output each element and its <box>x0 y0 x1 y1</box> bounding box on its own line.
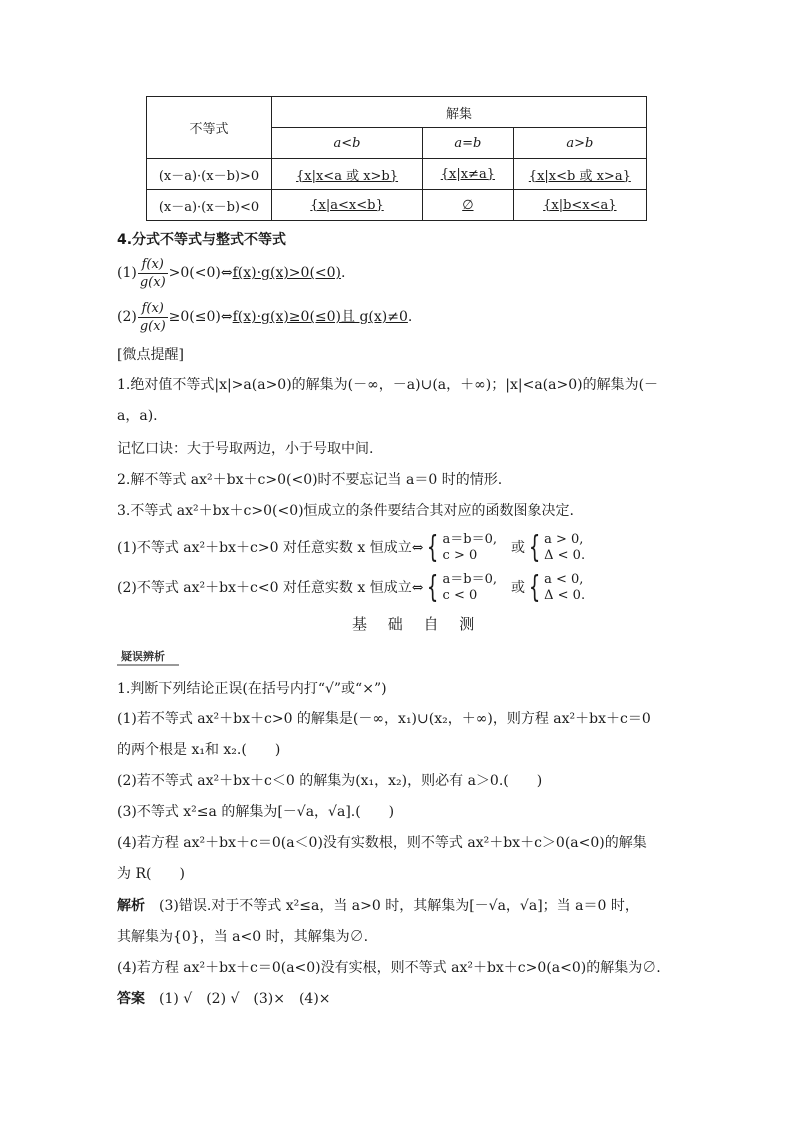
condition-1: (1)不等式 ax²＋bx＋c>0 对任意实数 x 恒成立⇔ { a＝b＝0, c > 0 或 { a > 0, Δ < 0. <box>117 530 586 565</box>
tips-title: [微点提醒] <box>117 347 184 363</box>
fraction: $\frac{f(x)}{g(x)}$ <box>139 256 166 290</box>
fraction-item-2: (2) $\frac{f(x)}{g(x)}$ ≥0(≤0)⇔f(x)·g(x)≥0(≤0)且 g(x)≠0. <box>117 300 413 334</box>
condition-2: (2)不等式 ax²＋bx＋c<0 对任意实数 x 恒成立⇔ { a＝b＝0, c < 0 或 { a < 0, Δ < 0. <box>117 570 586 605</box>
mnemonic: 记忆口诀：大于号取两边，小于号取中间. <box>117 441 374 457</box>
self-test-title: 基 础 自 测 <box>352 615 483 633</box>
question-1: 1.判断下列结论正误(在括号内打“√”或“×”) <box>117 681 387 697</box>
question-1-2: (2)若不等式 ax²＋bx＋c＜0 的解集为(x₁，x₂)，则必有 a＞0.( ) <box>117 773 543 789</box>
table-cell: {x|b<x<a} <box>513 190 646 221</box>
table-header-solution-set: 解集 <box>271 97 646 128</box>
tip-1-line-2: a，a). <box>117 408 158 424</box>
table-row <box>147 159 647 190</box>
tip-3: 3.不等式 ax²＋bx＋c>0(<0)恒成立的条件要结合其对应的函数图象决定. <box>117 503 575 519</box>
system-2: a > 0, Δ < 0. <box>544 532 586 563</box>
system-1: a＝b＝0, c < 0 <box>442 572 498 603</box>
answer-values: (1) √ (2) √ (3)× (4)× <box>159 991 331 1007</box>
table-row-inequality: (x－a)·(x－b)>0 <box>147 159 272 190</box>
solution-set-table <box>146 96 647 221</box>
question-1-4-line-2: 为 R( ) <box>117 866 185 882</box>
left-brace: { <box>528 570 541 605</box>
left-brace: { <box>528 530 541 565</box>
section-tag: 疑误辨析 <box>117 649 179 666</box>
answer-line <box>117 992 331 1006</box>
table-cell: ∅ <box>423 190 514 221</box>
table-cell: {x|a<x<b} <box>271 190 422 221</box>
left-brace: { <box>427 570 439 605</box>
table-header-inequality: 不等式 <box>147 97 272 159</box>
system-1: a＝b＝0, c > 0 <box>442 532 498 563</box>
question-1-1-line-1: (1)若不等式 ax²＋bx＋c>0 的解集是(－∞，x₁)∪(x₂，＋∞)，则方程 ax²＋bx＋c＝0 <box>117 711 651 727</box>
table-cell: {x|x<a 或 x>b} <box>271 159 422 190</box>
tip-2: 2.解不等式 ax²＋bx＋c>0(<0)时不要忘记当 a＝0 时的情形. <box>117 472 503 488</box>
section-4-title: 4.分式不等式与整式不等式 <box>117 232 287 248</box>
question-1-1-line-2: 的两个根是 x₁和 x₂.( ) <box>117 742 281 758</box>
system-2: a < 0, Δ < 0. <box>544 572 586 603</box>
table-case-a-gt-b: a>b <box>513 128 646 159</box>
table-case-a-lt-b: a<b <box>271 128 422 159</box>
question-1-3: (3)不等式 x²≤a 的解集为[－√a，√a].( ) <box>117 804 395 820</box>
analysis-line-3: (4)若方程 ax²＋bx＋c＝0(a<0)没有实根，则不等式 ax²＋bx＋c>0(a<0)的解集为∅. <box>117 960 661 976</box>
table-row <box>147 190 647 221</box>
table-row-inequality: (x－a)·(x－b)<0 <box>147 190 272 221</box>
left-brace: { <box>427 530 439 565</box>
answer-label: 答案 <box>117 991 145 1007</box>
analysis-line-1: 解析 (3)错误.对于不等式 x²≤a，当 a>0 时，其解集为[－√a，√a]；当 a＝0 时， <box>117 898 639 914</box>
table-cell: {x|x≠a} <box>423 159 514 190</box>
fraction: $\frac{f(x)}{g(x)}$ <box>139 300 166 334</box>
tip-1-line-1: 1.绝对值不等式|x|>a(a>0)的解集为(－∞，－a)∪(a，＋∞)；|x|<a(a>0)的解集为(－ <box>117 377 659 393</box>
fraction-item-1: (1) $\frac{f(x)}{g(x)}$ >0(<0)⇔f(x)·g(x)>0(<0). <box>117 256 346 290</box>
analysis-label: 解析 <box>117 898 145 914</box>
table-cell: {x|x<b 或 x>a} <box>513 159 646 190</box>
analysis-line-2: 其解集为{0}，当 a<0 时，其解集为∅. <box>117 929 369 945</box>
table-case-a-eq-b: a=b <box>423 128 514 159</box>
question-1-4-line-1: (4)若方程 ax²＋bx＋c＝0(a＜0)没有实数根，则不等式 ax²＋bx＋c＞0(a<0)的解集 <box>117 835 647 851</box>
